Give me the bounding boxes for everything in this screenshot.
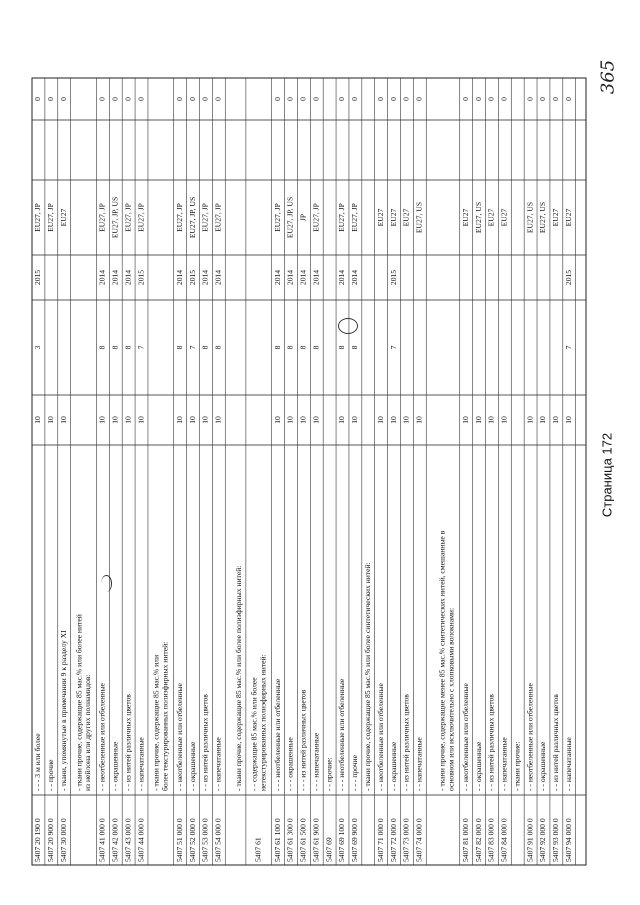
cell-last: 0 (136, 97, 146, 101)
cell-desc: - - из нитей различных цветов (123, 694, 133, 791)
table-row (136, 78, 148, 865)
table-row (123, 78, 135, 865)
cell-last: 0 (460, 97, 470, 101)
cell-code: 5407 94 000 0 (564, 818, 574, 862)
cell-desc: - - - окрашенные (285, 737, 295, 791)
cell-yr: 2015 (136, 269, 146, 286)
table-row (376, 78, 388, 865)
cell-d1: 10 (564, 416, 574, 424)
cell-d1: 10 (46, 416, 56, 424)
cell-ctry: EU27 (564, 208, 574, 227)
cell-yr: 2015 (564, 269, 574, 286)
table-row (551, 78, 563, 865)
cell-code: 5407 20 190 0 (33, 818, 43, 862)
cell-d2: 8 (200, 345, 210, 350)
cell-ctry: EU27, JP (272, 203, 282, 232)
cell-yr: 2014 (337, 269, 347, 286)
cell-desc: - - из нитей различных цветов (200, 694, 210, 791)
cell-desc: - - - неотбеленные или отбеленные (337, 678, 347, 791)
table-row (461, 78, 473, 865)
table-row (98, 78, 110, 865)
cell-d1: 10 (551, 416, 561, 424)
cell-desc: - - из нитей различных цветов (486, 694, 496, 791)
cell-last: 0 (46, 97, 56, 101)
table-row (299, 78, 311, 865)
cell-d1: 10 (375, 416, 385, 424)
cell-last: 0 (337, 97, 347, 101)
cell-d1: 10 (213, 416, 223, 424)
cell-desc: - - неотбеленные или отбеленные (97, 683, 107, 791)
cell-desc: - - - прочие (350, 755, 360, 791)
table-row (402, 78, 414, 865)
table-row (350, 78, 362, 865)
cell-ctry: EU27 (401, 208, 411, 227)
cell-d2: 8 (285, 345, 295, 350)
cell-ctry: EU27, JP (33, 203, 43, 232)
table-row (188, 78, 200, 865)
cell-d2: 7 (388, 345, 398, 350)
cell-desc: - - - 3 м или более (33, 733, 43, 791)
cell-d2: 8 (311, 345, 321, 350)
cell-ctry: EU27, JP (136, 203, 146, 232)
cell-code: 5407 42 000 0 (110, 818, 120, 862)
cell-last: 0 (388, 97, 398, 101)
cell-desc: - - прочие: (324, 757, 334, 791)
cell-code: 5407 93 000 0 (551, 818, 561, 862)
cell-d1: 10 (414, 416, 424, 424)
page-label-text: Страница 172 (599, 432, 615, 518)
cell-desc: - - окрашенные (110, 741, 120, 791)
cell-desc: - ткани прочие, содержащие 85 мас.% или более полиэфирных нитей: (234, 565, 244, 791)
table-row (286, 78, 298, 865)
cell-ctry: EU27, JP (350, 203, 360, 232)
cell-d1: 10 (401, 416, 411, 424)
cell-desc: - - напечатанные (414, 737, 424, 791)
cell-code: 5407 54 000 0 (213, 818, 223, 862)
cell-yr: 2014 (311, 269, 321, 286)
cell-d2: 8 (97, 345, 107, 350)
table-row (512, 78, 524, 865)
cell-d2: 7 (136, 345, 146, 350)
cell-code: 5407 92 000 0 (538, 818, 548, 862)
table-row (311, 78, 323, 865)
punch-mark (338, 318, 358, 334)
cell-d2: 8 (174, 345, 184, 350)
cell-d1: 10 (33, 416, 43, 424)
table-row (249, 78, 271, 865)
cell-ctry: EU27, JP (311, 203, 321, 232)
cell-code: 5407 69 100 0 (337, 818, 347, 862)
cell-d2: 8 (350, 345, 360, 350)
cell-last: 0 (525, 97, 535, 101)
cell-desc: - - неотбеленные или отбеленные (375, 683, 385, 791)
cell-d1: 10 (473, 416, 483, 424)
cell-yr: 2015 (187, 269, 197, 286)
cell-d1: 10 (525, 416, 535, 424)
cell-desc: - - - из нитей различных цветов (298, 689, 308, 791)
table-row (151, 78, 173, 865)
cell-yr: 2014 (298, 269, 308, 286)
cell-yr: 2014 (110, 269, 120, 286)
cell-desc: - - окрашенные (538, 741, 548, 791)
cell-code: 5407 71 000 0 (375, 818, 385, 862)
cell-desc: - ткани прочие, содержащие 85 мас.% илиболее текстурированных полиэфирных нитей: (151, 641, 170, 791)
cell-code: 5407 51 000 0 (174, 818, 184, 862)
cell-ctry: EU27, JP (46, 203, 56, 232)
cell-d2: 7 (187, 345, 197, 350)
cell-d1: 10 (58, 416, 68, 424)
cell-last: 0 (298, 97, 308, 101)
cell-d1: 10 (460, 416, 470, 424)
cell-code: 5407 53 000 0 (200, 818, 210, 862)
table-row (500, 78, 512, 865)
cell-desc: - - окрашенные (473, 741, 483, 791)
cell-d2: 7 (564, 345, 574, 350)
table-row (538, 78, 550, 865)
cell-ctry: EU27, US (473, 201, 483, 234)
cell-desc: - - напечатанные (213, 737, 223, 791)
cell-last: 0 (58, 97, 68, 101)
cell-ctry: JP (298, 213, 308, 222)
cell-d1: 10 (200, 416, 210, 424)
cell-ctry: EU27 (58, 208, 68, 227)
cell-yr: 2014 (123, 269, 133, 286)
cell-d1: 10 (285, 416, 295, 424)
cell-ctry: EU27 (388, 208, 398, 227)
cell-last: 0 (486, 97, 496, 101)
cell-d1: 10 (136, 416, 146, 424)
cell-desc: - - напечатанные (136, 737, 146, 791)
cell-desc: - - из нитей различных цветов (551, 694, 561, 791)
table-row (234, 78, 246, 865)
cell-d2: 8 (213, 345, 223, 350)
cell-code: 5407 84 000 0 (499, 818, 509, 862)
cell-yr: 2014 (285, 269, 295, 286)
cell-last: 0 (499, 97, 509, 101)
cell-code: 5407 81 000 0 (460, 818, 470, 862)
cell-d2: 8 (272, 345, 282, 350)
cell-yr: 2014 (213, 269, 223, 286)
cell-d1: 10 (486, 416, 496, 424)
table-row (525, 78, 537, 865)
cell-code: 5407 61 500 0 (298, 818, 308, 862)
cell-last: 0 (272, 97, 282, 101)
cell-last: 0 (187, 97, 197, 101)
cell-ctry: EU27, JP (200, 203, 210, 232)
cell-ctry: EU27 (551, 208, 561, 227)
cell-code: 5407 91 000 0 (525, 818, 535, 862)
cell-last: 0 (200, 97, 210, 101)
cell-yr: 2014 (97, 269, 107, 286)
table-row (201, 78, 213, 865)
cell-code: 5407 72 000 0 (388, 818, 398, 862)
cell-d1: 10 (187, 416, 197, 424)
cell-yr: 2014 (350, 269, 360, 286)
table-row (46, 78, 58, 865)
table-row (214, 78, 226, 865)
punch-mark (101, 575, 112, 592)
cell-ctry: EU27, JP, US (285, 196, 295, 239)
table-row (363, 78, 375, 865)
cell-ctry: EU27, JP, US (187, 196, 197, 239)
cell-d1: 10 (499, 416, 509, 424)
cell-d1: 10 (110, 416, 120, 424)
cell-code: 5407 61 100 0 (272, 818, 282, 862)
cell-d1: 10 (174, 416, 184, 424)
cell-desc: - - неотбеленные или отбеленные (174, 683, 184, 791)
cell-last: 0 (213, 97, 223, 101)
cell-last: 0 (401, 97, 411, 101)
cell-d2: 3 (33, 345, 43, 350)
cell-d2: 8 (337, 345, 347, 350)
cell-code: 5407 61 300 0 (285, 818, 295, 862)
cell-ctry: EU27 (460, 208, 470, 227)
cell-d1: 10 (337, 416, 347, 424)
cell-last: 0 (174, 97, 184, 101)
table-row (487, 78, 499, 865)
cell-d1: 10 (311, 416, 321, 424)
cell-desc: - - прочие (46, 759, 56, 791)
cell-yr: 2014 (272, 269, 282, 286)
cell-code: 5407 44 000 0 (136, 818, 146, 862)
cell-last: 0 (110, 97, 120, 101)
cell-last: 0 (538, 97, 548, 101)
cell-code: 5407 41 000 0 (97, 818, 107, 862)
table-row (59, 78, 71, 865)
cell-desc: - - неотбеленные или отбеленные (460, 683, 470, 791)
table-row (564, 78, 576, 865)
cell-desc: - - - напечатанные (311, 732, 321, 791)
cell-last: 0 (311, 97, 321, 101)
cell-code: 5407 20 900 0 (46, 818, 56, 862)
handwritten-note-text: 365 (597, 59, 619, 95)
cell-last: 0 (473, 97, 483, 101)
cell-desc: - - содержащие 85 мас.% или болеенетекстурированных полиэфирных нитей: (249, 654, 268, 791)
cell-yr: 2015 (33, 269, 43, 286)
cell-desc: - ткани прочие, содержащие 85 мас.% или более нитейиз нейлона или других полиамидов: (74, 614, 92, 791)
cell-ctry: EU27 (486, 208, 496, 227)
table-row (474, 78, 486, 865)
table-row (33, 78, 45, 865)
cell-code: 5407 52 000 0 (187, 818, 197, 862)
cell-last: 0 (564, 97, 574, 101)
cell-desc: - - окрашенные (187, 741, 197, 791)
cell-yr: 2014 (200, 269, 210, 286)
cell-desc: - - из нитей различных цветов (401, 694, 411, 791)
cell-ctry: EU27 (375, 208, 385, 227)
cell-code: 5407 74 000 0 (414, 818, 424, 862)
table-row (175, 78, 187, 865)
cell-last: 0 (285, 97, 295, 101)
cell-last: 0 (350, 97, 360, 101)
cell-desc: - - неотбеленные или отбеленные (525, 683, 535, 791)
cell-ctry: EU27, JP (123, 203, 133, 232)
cell-code: 5407 69 900 0 (350, 818, 360, 862)
cell-ctry: EU27, JP (213, 203, 223, 232)
cell-ctry: EU27, US (525, 201, 535, 234)
cell-code: 5407 61 (253, 837, 263, 862)
cell-d2: 8 (123, 345, 133, 350)
cell-code: 5407 82 000 0 (473, 818, 483, 862)
cell-last: 0 (33, 97, 43, 101)
cell-d1: 10 (272, 416, 282, 424)
cell-yr: 2015 (388, 269, 398, 286)
table-row (415, 78, 427, 865)
cell-last: 0 (375, 97, 385, 101)
cell-ctry: EU27, JP, US (110, 196, 120, 239)
cell-desc: - - - неотбеленные или отбеленные (272, 678, 282, 791)
cell-code: 5407 73 000 0 (401, 818, 411, 862)
cell-desc: - ткани прочие: (512, 741, 522, 791)
cell-ctry: EU27, US (538, 201, 548, 234)
table-rows (33, 78, 576, 865)
cell-desc: - ткани прочие, содержащие менее 85 мас.% синтетических нитей, смешанные восновном или исключительно с хлопковыми волокнами: (437, 530, 456, 791)
cell-desc: - ткани прочие, содержащие 85 мас.% или более синтетических нитей: (363, 562, 373, 791)
cell-d2: 8 (110, 345, 120, 350)
cell-d1: 10 (298, 416, 308, 424)
page-label (596, 432, 618, 518)
cell-code: 5407 69 (324, 837, 334, 862)
table-row (110, 78, 122, 865)
cell-yr: 2014 (174, 269, 184, 286)
cell-desc: - - окрашенные (388, 741, 398, 791)
cell-ctry: EU27 (499, 208, 509, 227)
cell-d1: 10 (123, 416, 133, 424)
table-row (74, 78, 96, 865)
cell-d1: 10 (538, 416, 548, 424)
cell-ctry: EU27, JP (337, 203, 347, 232)
cell-code: 5407 30 000 0 (58, 818, 68, 862)
cell-ctry: EU27, US (414, 201, 424, 234)
table-row (324, 78, 336, 865)
table-row (337, 78, 349, 865)
cell-desc: - - напечатанные (564, 737, 574, 791)
cell-last: 0 (551, 97, 561, 101)
cell-last: 0 (123, 97, 133, 101)
table-row (389, 78, 401, 865)
cell-last: 0 (414, 97, 424, 101)
cell-d1: 10 (97, 416, 107, 424)
cell-ctry: EU27, JP (97, 203, 107, 232)
cell-ctry: EU27, JP (174, 203, 184, 232)
cell-code: 5407 61 900 0 (311, 818, 321, 862)
cell-last: 0 (97, 97, 107, 101)
cell-d1: 10 (388, 416, 398, 424)
table-row (273, 78, 285, 865)
table-row (437, 78, 459, 865)
cell-d2: 8 (298, 345, 308, 350)
cell-code: 5407 43 000 0 (123, 818, 133, 862)
cell-desc: - ткани, упомянутые в примечании 9 к разделу XI (58, 630, 68, 791)
cell-desc: - - напечатанные (499, 737, 509, 791)
cell-code: 5407 83 000 0 (486, 818, 496, 862)
cell-d1: 10 (350, 416, 360, 424)
